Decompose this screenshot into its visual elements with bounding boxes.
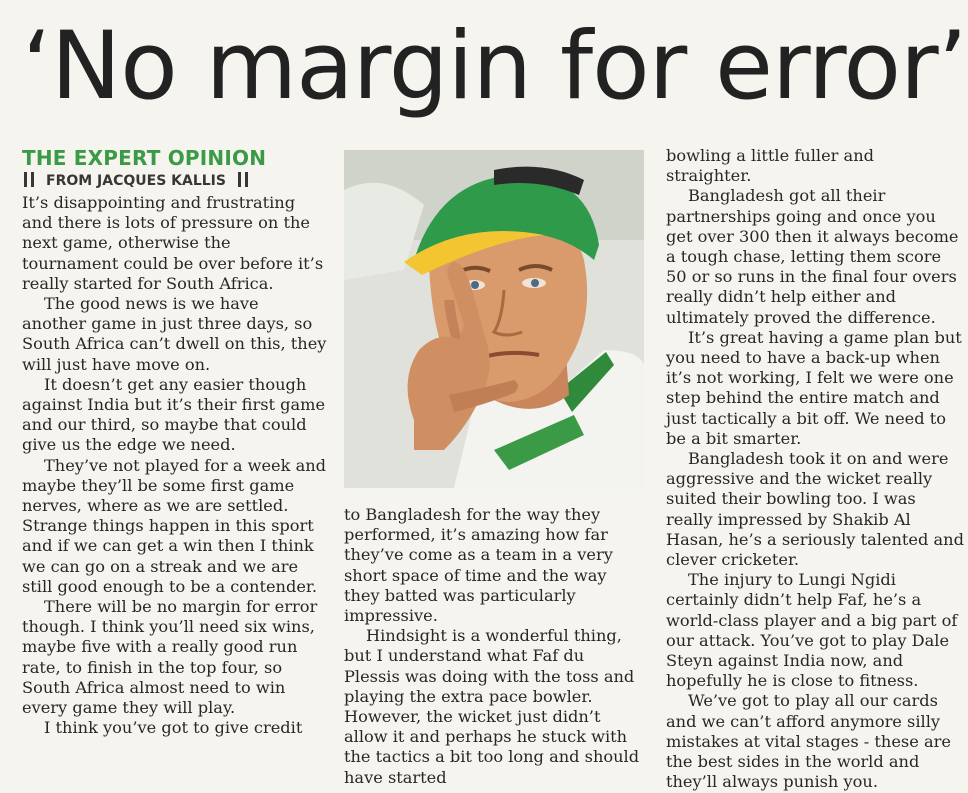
headline: ‘No margin for error’ [22, 12, 967, 121]
byline-divider-left [22, 173, 36, 189]
paragraph: Bangladesh took it on and were aggressive and the wicket really suited their bowling too. I was really impressed by Shakib Al Hasan, he’s a seriously talented and clever cricketer. [666, 449, 964, 570]
article-column-2 [344, 505, 642, 788]
portrait-of-cricketer-icon [344, 150, 644, 488]
byline-divider-right [236, 173, 250, 189]
paragraph: I think you’ve got to give credit [44, 718, 303, 738]
paragraph: It doesn’t get any easier though against India but it’s their first game and our third, so maybe that could give us the edge we need. [22, 374, 326, 455]
paragraph: The good news is we have another game in just three days, so South Africa can’t dwell on this, they will just have move on. [22, 294, 327, 374]
article-column-3 [666, 146, 964, 793]
paragraph: It’s disappointing and frustrating and there is lots of pressure on the next game, otherwise the tournament could be over before it’s really started for South Africa. [22, 193, 324, 293]
paragraph: Bangladesh got all their partnerships going and once you get over 300 then it always become a tough chase, letting them score 50 or so runs in the final four overs really didn’t help either and ultimately proved the difference. [666, 186, 959, 327]
byline-text: FROM JACQUES KALLIS [46, 173, 226, 189]
paragraph: There will be no margin for error though. I think you’ll need six wins, maybe five with a really good run rate, to finish in the top four, so South Africa almost need to win every game they will play. [22, 597, 318, 718]
paragraph: It’s great having a game plan but you need to have a back-up when it’s not working, I felt we were one step behind the entire match and just tactically a bit off. We need to be a bit smarter. [666, 327, 962, 448]
portrait-photo [344, 150, 644, 488]
section-kicker: THE EXPERT OPINION [22, 146, 267, 170]
article-column-1 [22, 193, 327, 738]
byline [22, 171, 250, 191]
paragraph: to Bangladesh for the way they performed, it’s amazing how far they’ve come as a team in a very short space of time and the way they batted was particularly impressive. [344, 505, 613, 626]
paragraph: The injury to Lungi Ngidi certainly didn’t help Faf, he’s a world-class player and a big part of our attack. You’ve got to play Dale Steyn against India now, and hopefully he is close to fitness. [666, 570, 958, 691]
paragraph: bowling a little fuller and straighter. [666, 146, 874, 186]
paragraph: We’ve got to play all our cards and we can’t afford anymore silly mistakes at vital stages - these are the best sides in the world and they’ll always punish you. [666, 691, 951, 792]
paragraph: They’ve not played for a week and maybe they’ll be some first game nerves, where as we are settled. Strange things happen in this sport and if we can get a win then I think we can go on a streak and we are still good enough to be a contender. [22, 455, 327, 596]
paragraph: Hindsight is a wonderful thing, but I understand what Faf du Plessis was doing with the toss and playing the extra pace bowler. However, the wicket just didn’t allow it and perhaps he stuck with the tactics a bit too long and should have started [344, 626, 640, 787]
